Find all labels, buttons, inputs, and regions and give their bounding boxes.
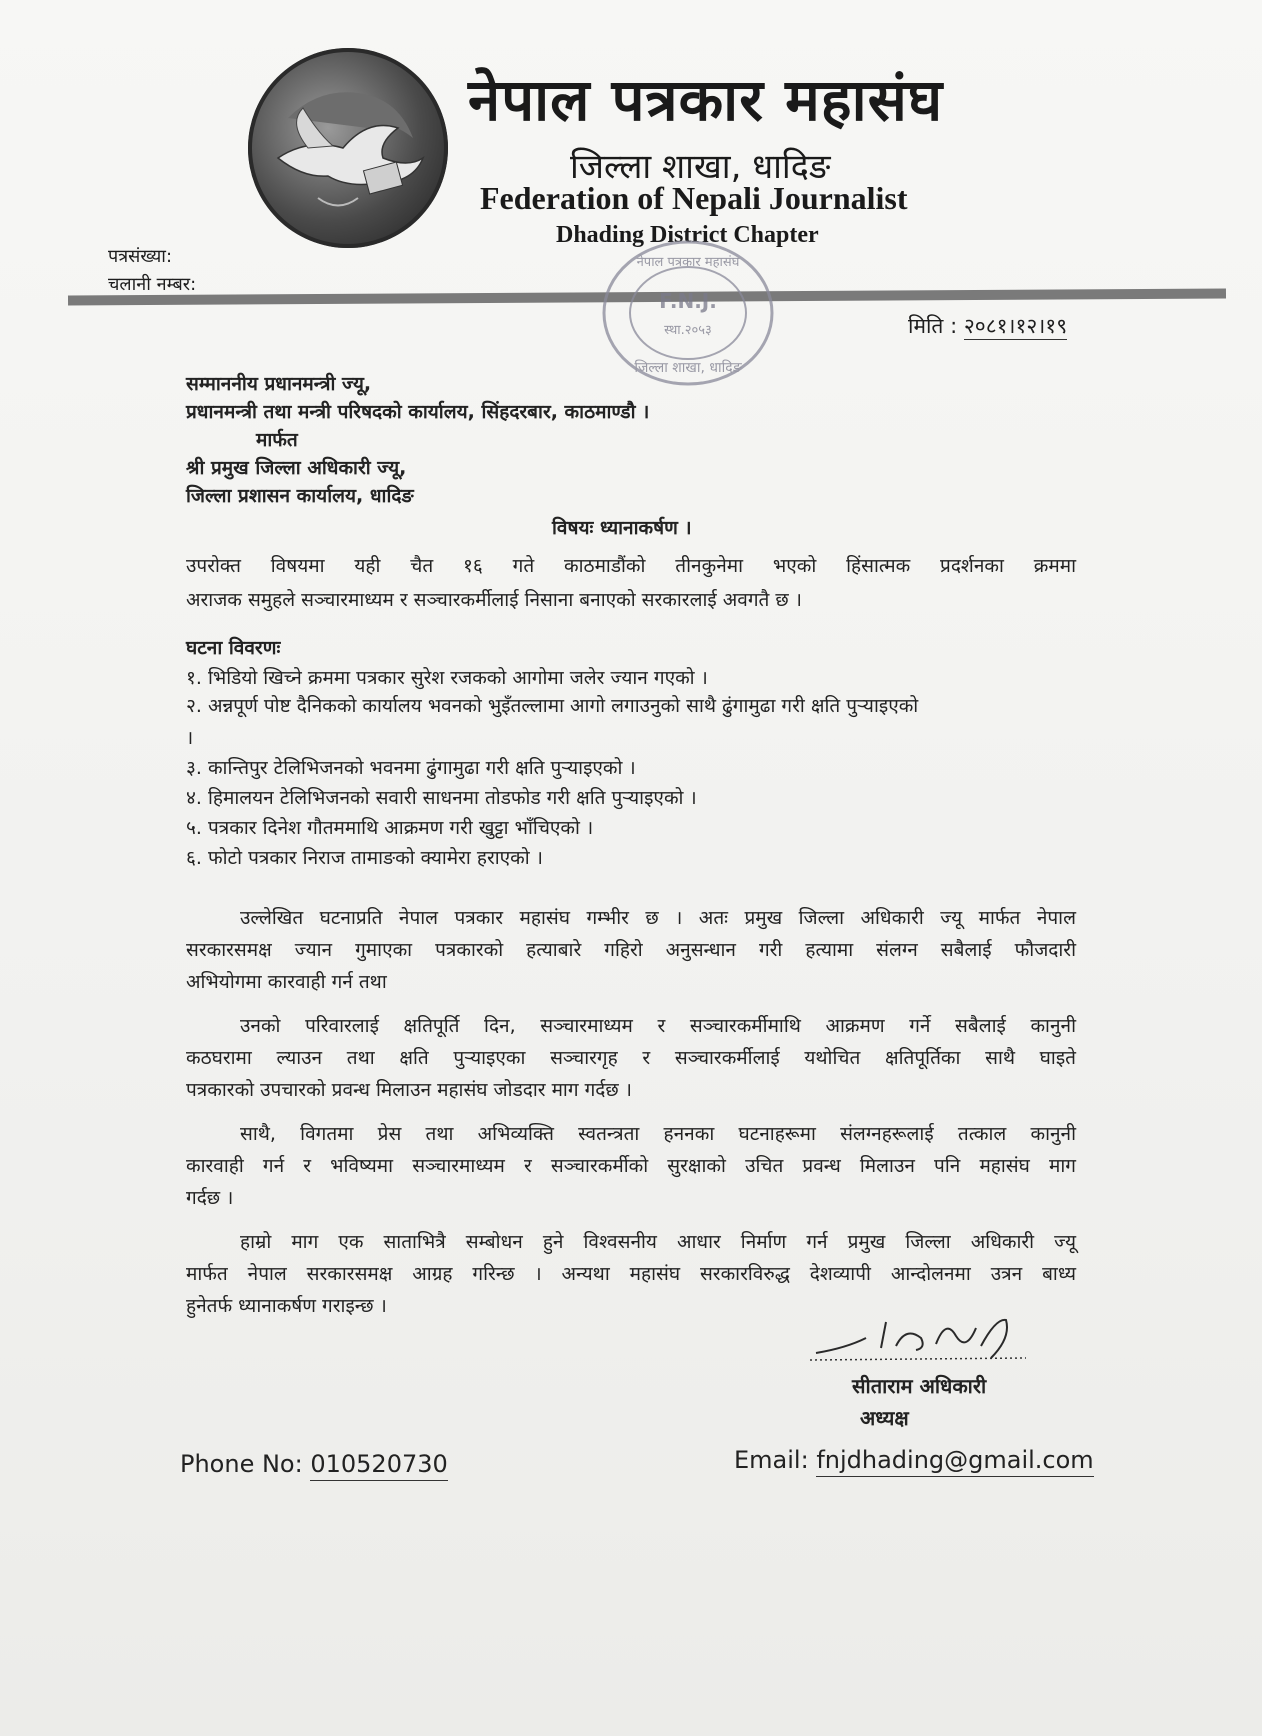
incident-item-5: ५. पत्रकार दिनेश गौतममाथि आक्रमण गरी खुट्टा भाँचिएको ।: [186, 817, 594, 839]
intro-line-1: उपरोक्त विषयमा यही चैत १६ गते काठमाडौंको तीनकुनेमा भएको हिंसात्मक प्रदर्शनका क्रममा: [186, 555, 1076, 577]
recipient-line-3: श्री प्रमुख जिल्ला अधिकारी ज्यू,: [186, 457, 407, 479]
incident-item-1: १. भिडियो खिच्ने क्रममा पत्रकार सुरेश रजकको आगोमा जलेर ज्यान गएको ।: [186, 667, 708, 689]
para4-line-1: हाम्रो माग एक साताभित्रै सम्बोधन हुने विश्वसनीय आधार निर्माण गर्न प्रमुख जिल्ला अधिकारी ज्यू: [240, 1231, 1076, 1253]
recipient-line-1: सम्माननीय प्रधानमन्त्री ज्यू,: [186, 373, 372, 395]
para3-line-2: कारवाही गर्न र भविष्यमा सञ्चारमाध्यम र सञ्चारकर्मीको सुरक्षाको उचित प्रवन्ध मिलाउन पनि महासंघ माग: [186, 1155, 1076, 1177]
recipient-via: मार्फत: [256, 429, 298, 451]
para3-line-3: गर्दछ ।: [186, 1187, 234, 1209]
para1-line-2: सरकारसमक्ष ज्यान गुमाएका पत्रकारको हत्याबारे गहिरो अनुसन्धान गरी हत्यामा संलग्न सबैलाई फौजदारी: [186, 939, 1076, 961]
email-line: [734, 1446, 1094, 1474]
branch-name-nepali: जिल्ला शाखा, धादिङ: [570, 147, 831, 187]
date-value: २०८१।१२।१९: [963, 314, 1068, 338]
org-name-nepali: नेपाल पत्रकार महासंघ: [468, 66, 944, 134]
incident-item-2-end: ।: [186, 727, 194, 749]
official-stamp: [600, 238, 776, 388]
para2-line-2: कठघरामा ल्याउन तथा क्षति पुऱ्याइएका सञ्चारगृह र सञ्चारकर्मीलाई यथोचित क्षतिपूर्तिका साथै घाइते: [186, 1047, 1076, 1069]
para2-line-1: उनको परिवारलाई क्षतिपूर्ति दिन, सञ्चारमाध्यम र सञ्चारकर्मीमाथि आक्रमण गर्ने सबैलाई कानुनी: [240, 1015, 1076, 1037]
dove-globe-icon: [248, 48, 448, 248]
handwritten-signature: [806, 1308, 1036, 1366]
incident-item-3: ३. कान्तिपुर टेलिभिजनको भवनमा ढुंगामुढा गरी क्षति पुऱ्याइएको ।: [186, 757, 636, 779]
para4-line-3: हुनेतर्फ ध्यानाकर्षण गराइन्छ ।: [186, 1295, 387, 1317]
incident-item-4: ४. हिमालयन टेलिभिजनको सवारी साधनमा तोडफोड गरी क्षति पुऱ्याइएको ।: [186, 787, 697, 809]
date-label: मिति :: [908, 314, 958, 338]
para1-line-1: उल्लेखित घटनाप्रति नेपाल पत्रकार महासंघ गम्भीर छ । अतः प्रमुख जिल्ला अधिकारी ज्यू मार्फत नेपाल: [240, 907, 1076, 929]
recipient-line-2: प्रधानमन्त्री तथा मन्त्री परिषदको कार्यालय, सिंहदरबार, काठमाण्डौ ।: [186, 401, 650, 423]
phone-value: 010520730: [310, 1450, 447, 1481]
date-line: [908, 312, 1067, 340]
para4-line-2: मार्फत नेपाल सरकारसमक्ष आग्रह गरिन्छ । अन्यथा महासंघ सरकारविरुद्ध देशव्यापी आन्दोलनमा उत्रन बाध्य: [186, 1263, 1076, 1285]
incident-item-6: ६. फोटो पत्रकार निराज तामाङको क्यामेरा हराएको ।: [186, 847, 543, 869]
org-name-english: Federation of Nepali Journalist: [480, 180, 908, 216]
email-label: Email:: [734, 1446, 809, 1474]
fnj-logo: [248, 48, 448, 248]
para2-line-3: पत्रकारको उपचारको प्रवन्ध मिलाउन महासंघ जोडदार माग गर्दछ ।: [186, 1079, 632, 1101]
subject-line: विषयः ध्यानाकर्षण ।: [552, 517, 692, 539]
phone-label: Phone No:: [180, 1450, 303, 1478]
incident-item-2: २. अन्नपूर्ण पोष्ट दैनिकको कार्यालय भवनको भुइँतल्लामा आगो लगाउनुको साथै ढुंगामुढा गरी क्षति पुऱ्याइएको: [186, 695, 919, 717]
stamp-top-text: नेपाल पत्रकार महासंघ: [636, 255, 740, 270]
signatory-name: सीताराम अधिकारी: [852, 1374, 987, 1398]
phone-line: [180, 1450, 448, 1478]
stamp-est-text: स्था.२०५३: [664, 323, 712, 338]
incident-heading: घटना विवरणः: [186, 637, 281, 659]
stamp-center-text: F.N.J.: [659, 289, 717, 313]
signatory-title: अध्यक्ष: [860, 1406, 909, 1430]
para3-line-1: साथै, विगतमा प्रेस तथा अभिव्यक्ति स्वतन्त्रता हननका घटनाहरूमा संलग्नहरूलाई तत्काल कानुनी: [240, 1123, 1076, 1145]
stamp-bottom-text: जिल्ला शाखा, धादिङ: [634, 360, 742, 376]
intro-line-2: अराजक समुहले सञ्चारमाध्यम र सञ्चारकर्मीलाई निसाना बनाएको सरकारलाई अवगतै छ ।: [186, 589, 802, 611]
chapter-name-english: Dhading District Chapter: [556, 222, 819, 248]
recipient-line-4: जिल्ला प्रशासन कार्यालय, धादिङ: [186, 485, 414, 507]
para1-line-3: अभियोगमा कारवाही गर्न तथा: [186, 971, 387, 993]
email-value: fnjdhading@gmail.com: [816, 1446, 1093, 1477]
reference-number-label: पत्रसंख्या:: [108, 246, 173, 267]
dispatch-number-label: चलानी नम्बर:: [108, 274, 197, 295]
